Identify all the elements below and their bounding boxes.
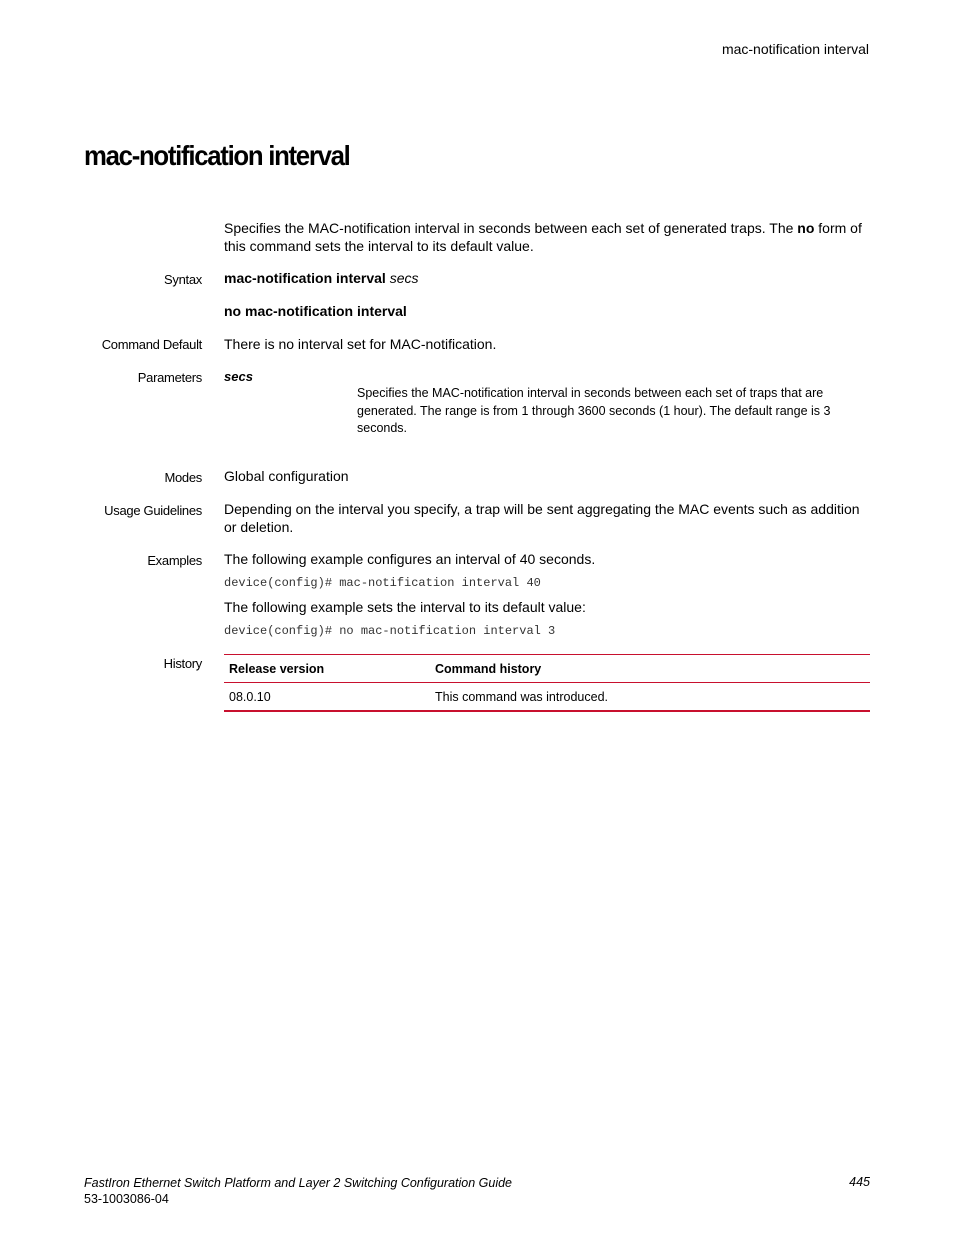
table-row — [224, 683, 870, 712]
example-2-code: device(config)# no mac-notification interval 3 — [224, 624, 556, 638]
page-title: mac-notification interval — [84, 140, 350, 171]
example-1-text: The following example configures an interval of 40 seconds. — [224, 551, 596, 567]
command-default-text: There is no interval set for MAC-notification. — [224, 336, 497, 352]
footer-page-number: 445 — [849, 1175, 870, 1189]
description-text-1: Specifies the MAC-notification interval in seconds between each set of generated traps. The — [224, 220, 798, 236]
syntax-arg: secs — [389, 270, 419, 286]
usage-text: Depending on the interval you specify, a trap will be sent aggregating the MAC events such as addition or deletion. — [224, 501, 860, 535]
syntax-label: Syntax — [164, 272, 202, 287]
example-2-text: The following example sets the interval to its default value: — [224, 599, 586, 615]
history-col-release: Release version — [224, 655, 430, 683]
parameters-label: Parameters — [137, 370, 202, 385]
syntax-command: mac-notification interval — [224, 270, 386, 286]
history-col-command: Command history — [430, 655, 870, 683]
history-release-cell: 08.0.10 — [224, 683, 430, 712]
history-command-cell: This command was introduced. — [430, 683, 870, 712]
command-description — [224, 219, 870, 255]
footer-left — [84, 1175, 512, 1207]
example-1-code: device(config)# mac-notification interval 40 — [224, 576, 541, 590]
modes-label: Modes — [164, 470, 202, 485]
usage-label: Usage Guidelines — [104, 503, 202, 518]
history-label: History — [163, 656, 202, 671]
footer-book-title: FastIron Ethernet Switch Platform and Layer 2 Switching Configuration Guide — [84, 1176, 512, 1190]
footer-doc-number: 53-1003086-04 — [84, 1192, 169, 1206]
command-default-label: Command Default — [101, 337, 202, 352]
history-table — [224, 654, 870, 712]
description-bold-no: no — [797, 220, 815, 236]
parameter-name: secs — [224, 369, 253, 384]
history-header-row — [224, 655, 870, 683]
parameter-description: Specifies the MAC-notification interval in seconds between each set of traps that are generated. The range is from 1 through 3600 seconds (1 hour). The default range is 3 seconds. — [357, 386, 831, 435]
running-head: mac-notification interval — [721, 41, 869, 57]
syntax-no-form: no mac-notification interval — [224, 303, 407, 319]
examples-label: Examples — [147, 553, 202, 568]
syntax-line — [224, 269, 870, 287]
description-text-2: form of this command sets the interval to its default value. — [224, 220, 862, 254]
modes-text: Global configuration — [224, 468, 349, 484]
